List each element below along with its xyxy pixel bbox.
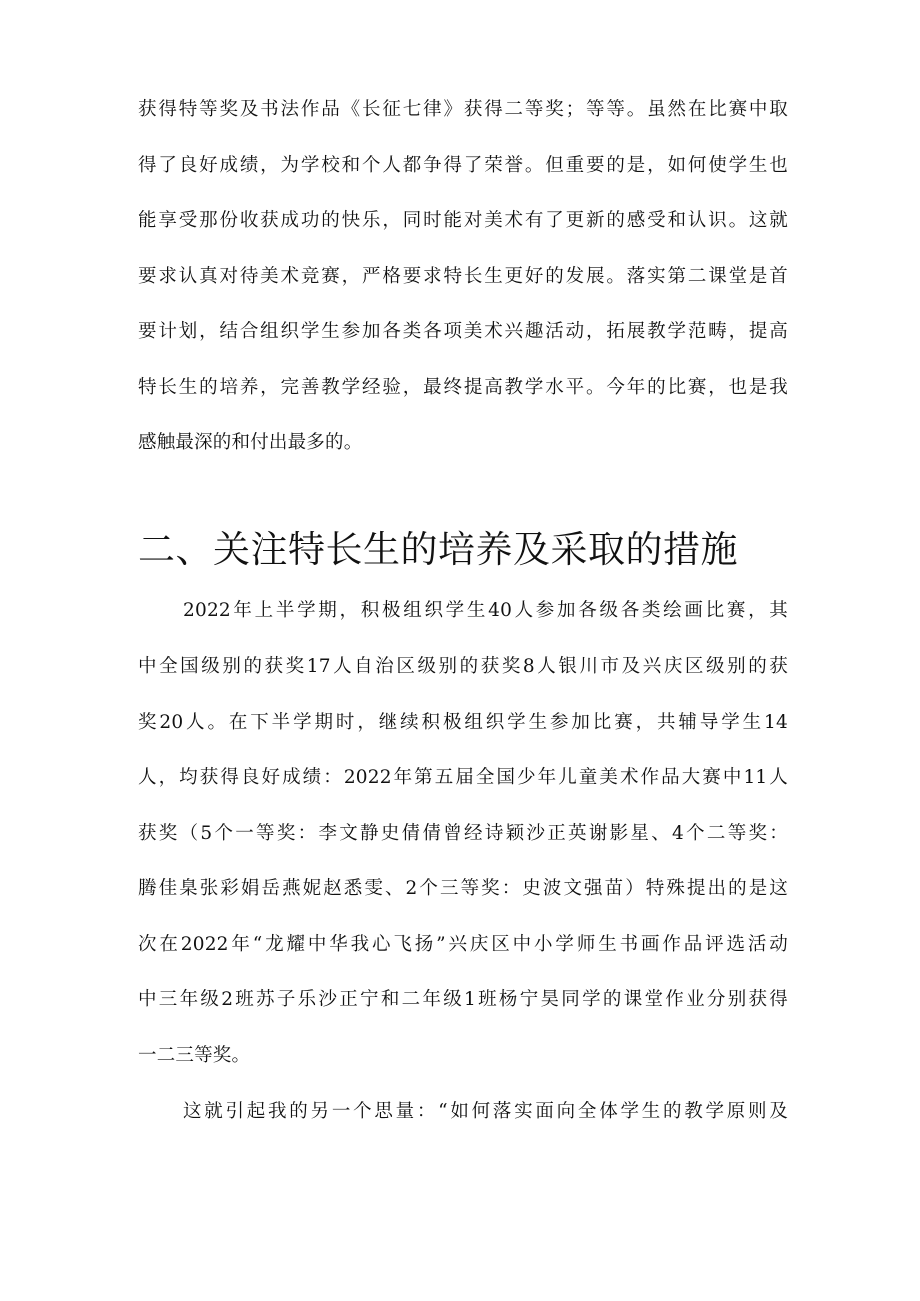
intro-line-7: 感触最深的和付出最多的。 bbox=[138, 432, 363, 453]
section-line-3: 奖20人。在下半学期时，继续积极组织学生参加比赛，共辅导学生14 bbox=[138, 712, 788, 733]
intro-line-1: 获得特等奖及书法作品《长征七律》获得二等奖；等等。虽然在比赛中取 bbox=[138, 99, 788, 120]
intro-line-3: 能享受那份收获成功的快乐，同时能对美术有了更新的感受和认识。这就 bbox=[138, 210, 788, 231]
intro-line-4: 要求认真对待美术竞赛，严格要求特长生更好的发展。落实第二课堂是首 bbox=[138, 266, 788, 287]
closing-line-1: 这就引起我的另一个思量：“如何落实面向全体学生的教学原则及 bbox=[183, 1101, 788, 1122]
intro-line-2: 得了良好成绩，为学校和个人都争得了荣誉。但重要的是，如何使学生也 bbox=[138, 155, 788, 176]
section-line-4: 人，均获得良好成绩：2022年第五届全国少年儿童美术作品大赛中11人 bbox=[138, 767, 788, 788]
section-line-1: 2022年上半学期，积极组织学生40人参加各级各类绘画比赛，其 bbox=[183, 600, 788, 621]
section-heading: 二、关注特长生的培养及采取的措施 bbox=[138, 528, 738, 571]
intro-line-6: 特长生的培养，完善教学经验，最终提高教学水平。今年的比赛，也是我 bbox=[138, 377, 788, 398]
section-line-2: 中全国级别的获奖17人自治区级别的获奖8人银川市及兴庆区级别的获 bbox=[138, 656, 788, 677]
section-line-5: 获奖（5个一等奖：李文静史倩倩曾经诗颖沙正英谢影星、4个二等奖： bbox=[138, 823, 788, 844]
section-line-6: 腾佳臬张彩娟岳燕妮赵悉雯、2个三等奖：史波文强苗）特殊提出的是这 bbox=[138, 878, 788, 899]
section-line-9: 一二三等奖。 bbox=[138, 1045, 251, 1066]
section-line-7: 次在2022年“龙耀中华我心飞扬”兴庆区中小学师生书画作品评选活动 bbox=[138, 934, 788, 955]
section-line-8: 中三年级2班苏子乐沙正宁和二年级1班杨宁昊同学的课堂作业分别获得 bbox=[138, 989, 788, 1010]
intro-line-5: 要计划，结合组织学生参加各类各项美术兴趣活动，拓展教学范畴，提高 bbox=[138, 321, 788, 342]
